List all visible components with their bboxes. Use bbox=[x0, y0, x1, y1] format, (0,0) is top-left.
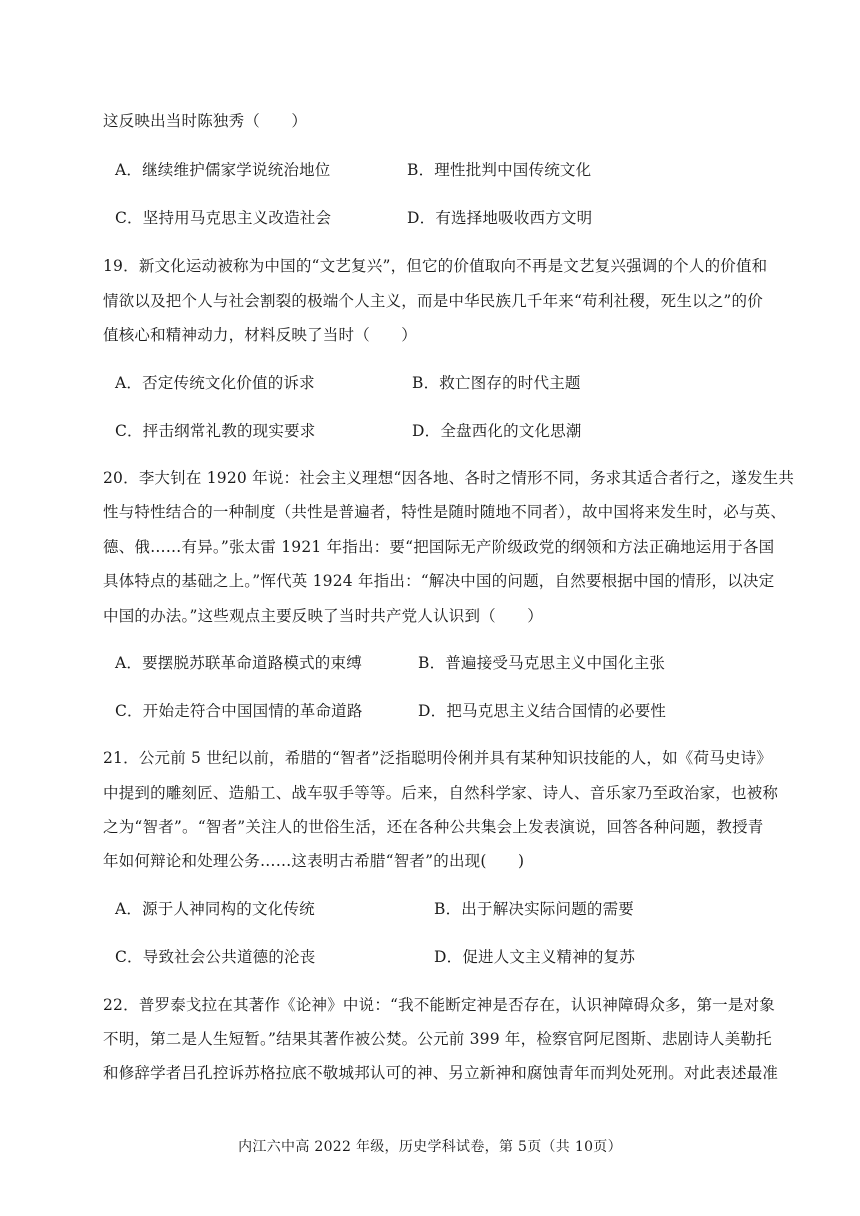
q21-option-a: A．源于人神同构的文化传统 bbox=[115, 900, 315, 918]
q22-stem-line-2: 不明，第二是人生短暂。”结果其著作被公焚。公元前 399 年，检察官阿尼图斯、悲剧诗人美勒托 bbox=[103, 1030, 772, 1048]
q18-option-b: B．理性批判中国传统文化 bbox=[407, 161, 592, 179]
q20-stem-line-3: 德、俄……有异。”张太雷 1921 年指出：要“把国际无产阶级政党的纲领和方法正确地运用于各国 bbox=[103, 538, 775, 556]
q19-option-d: D．全盘西化的文化思潮 bbox=[412, 422, 582, 440]
q21-stem-line-4: 年如何辩论和处理公务……这表明古希腊“智者”的出现( ) bbox=[103, 852, 525, 870]
page-footer: 内江六中高 2022 年级，历史学科试卷，第 5页（共 10页） bbox=[238, 1139, 622, 1155]
q20-option-b: B．普遍接受马克思主义中国化主张 bbox=[418, 654, 666, 672]
q18-option-d: D．有选择地吸收西方文明 bbox=[407, 209, 593, 227]
q20-stem-line-1: 20．李大钊在 1920 年说：社会主义理想“因各地、各时之情形不同，务求其适合者行之，遂发生共 bbox=[103, 469, 795, 487]
q21-option-c: C．导致社会公共道德的沦丧 bbox=[115, 948, 316, 966]
q20-option-c: C．开始走符合中国国情的革命道路 bbox=[115, 702, 363, 720]
q20-stem-line-2: 性与特性结合的一种制度（共性是普遍者，特性是随时随地不同者），故中国将来发生时，必与英、 bbox=[103, 503, 787, 521]
q19-option-a: A．否定传统文化价值的诉求 bbox=[115, 374, 315, 392]
q20-stem-line-5: 中国的办法。”这些观点主要反映了当时共产党人认识到（ ） bbox=[103, 607, 543, 625]
q20-option-a: A．要摆脱苏联革命道路模式的束缚 bbox=[115, 654, 362, 672]
q19-stem-line-1: 19．新文化运动被称为中国的“文艺复兴”，但它的价值取向不再是文艺复兴强调的个人的价值和 bbox=[103, 257, 768, 275]
q18-option-c: C．坚持用马克思主义改造社会 bbox=[115, 209, 332, 227]
q21-stem-line-2: 中提到的雕刻匠、造船工、战车驭手等等。后来，自然科学家、诗人、音乐家乃至政治家，也被称 bbox=[103, 784, 779, 802]
q20-stem-line-4: 具体特点的基础之上。”恽代英 1924 年指出：“解决中国的问题，自然要根据中国的情形，以决定 bbox=[103, 572, 775, 590]
q21-stem-line-3: 之为“智者”。“智者”关注人的世俗生活，还在各种公共集会上发表演说，回答各种问题，教授青 bbox=[103, 818, 764, 836]
q19-stem-line-3: 值核心和精神动力，材料反映了当时（ ） bbox=[103, 326, 418, 344]
q22-stem-line-1: 22．普罗泰戈拉在其著作《论神》中说：“我不能断定神是否存在，认识神障碍众多，第一是对象 bbox=[103, 996, 775, 1014]
q18-stem-tail: 这反映出当时陈独秀（ ） bbox=[103, 112, 308, 130]
q19-option-c: C．抨击纲常礼教的现实要求 bbox=[115, 422, 316, 440]
q22-stem-line-3: 和修辞学者吕孔控诉苏格拉底不敬城邦认可的神、另立新神和腐蚀青年而判处死刑。对此表述最准 bbox=[103, 1064, 779, 1082]
q19-stem-line-2: 情欲以及把个人与社会割裂的极端个人主义，而是中华民族几千年来“苟利社稷，死生以之”的价 bbox=[103, 292, 763, 310]
q18-option-a: A．继续维护儒家学说统治地位 bbox=[115, 161, 331, 179]
q21-stem-line-1: 21．公元前 5 世纪以前，希腊的“智者”泛指聪明伶俐并具有某种知识技能的人，如《荷马史诗》 bbox=[103, 749, 772, 767]
q21-option-d: D．促进人文主义精神的复苏 bbox=[434, 948, 636, 966]
q21-option-b: B．出于解决实际问题的需要 bbox=[434, 900, 634, 918]
q20-option-d: D．把马克思主义结合国情的必要性 bbox=[418, 702, 667, 720]
q19-option-b: B．救亡图存的时代主题 bbox=[412, 374, 581, 392]
